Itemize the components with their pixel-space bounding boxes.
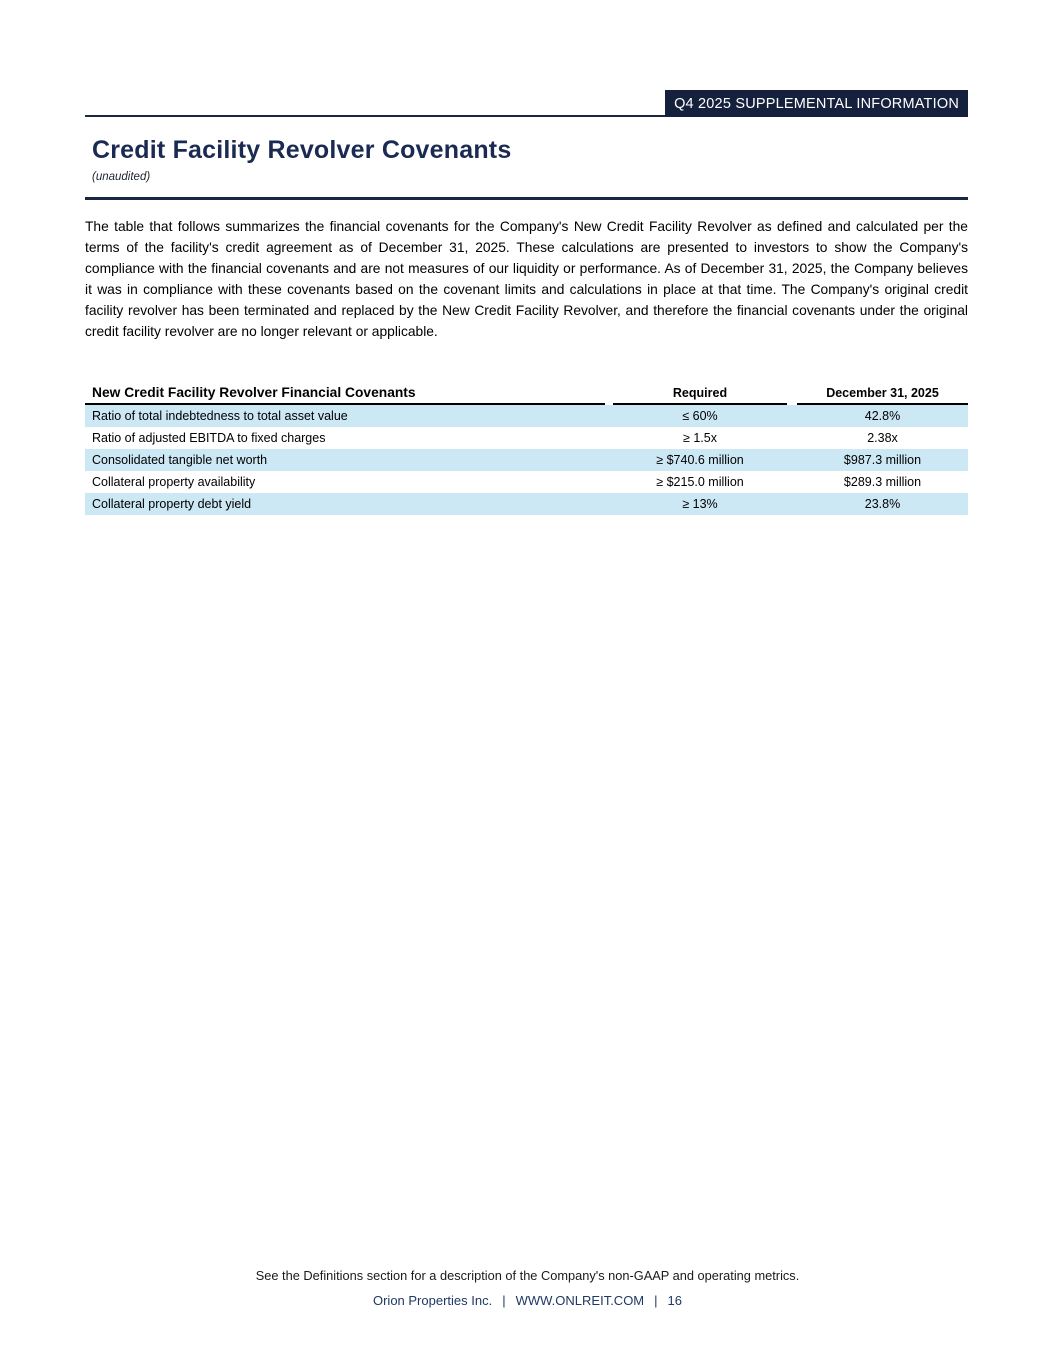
footer-separator: |	[654, 1293, 658, 1308]
covenant-actual: 23.8%	[864, 497, 901, 511]
covenant-required: ≥ $740.6 million	[656, 453, 744, 467]
covenant-label: Collateral property debt yield	[92, 497, 252, 511]
covenant-required: ≥ $215.0 million	[656, 475, 744, 489]
covenant-label: Ratio of adjusted EBITDA to fixed charges	[92, 431, 326, 445]
footer-separator: |	[502, 1293, 506, 1308]
unaudited-note: (unaudited)	[92, 171, 151, 183]
covenant-label: Consolidated tangible net worth	[92, 453, 268, 467]
company-name: Orion Properties Inc.	[372, 1293, 493, 1308]
table-row	[85, 449, 968, 471]
column-header-covenant: New Credit Facility Revolver Financial Covenants	[85, 385, 605, 405]
column-header-asof: December 31, 2025	[797, 386, 968, 405]
table-row	[85, 493, 968, 515]
covenant-required: ≤ 60%	[682, 409, 718, 423]
column-header-required: Required	[613, 386, 787, 405]
definitions-note: See the Definitions section for a description of the Company's non-GAAP and operating metrics.	[255, 1268, 800, 1283]
covenant-actual: $289.3 million	[843, 475, 922, 489]
footer-line	[0, 1293, 1055, 1308]
title-rule	[85, 197, 968, 200]
covenant-actual: 42.8%	[864, 409, 901, 423]
website-url: WWW.ONLREIT.COM	[515, 1293, 645, 1308]
covenant-actual: $987.3 million	[843, 453, 922, 467]
covenant-actual: 2.38x	[867, 431, 898, 445]
covenants-table	[85, 383, 968, 515]
covenant-required: ≥ 13%	[682, 497, 718, 511]
table-row	[85, 471, 968, 493]
report-badge-label: Q4 2025 SUPPLEMENTAL INFORMATION	[674, 95, 959, 112]
intro-paragraph: The table that follows summarizes the financial covenants for the Company's New Credit Facility Revolver as defined and calculated per the terms of the facility's credit agreement as of December 31, 2025. These calculations are presented to investors to show the Company's compliance with the financial covenants and are not measures of our liquidity or performance. As of December 31, 2025, the Company believes it was in compliance with these covenants based on the covenant limits and calculations in place at that time. The Company's original credit facility revolver has been terminated and replaced by the New Credit Facility Revolver, and therefore the financial covenants under the original credit facility revolver are no longer relevant or applicable.	[85, 219, 968, 339]
page-title: Credit Facility Revolver Covenants	[92, 136, 512, 164]
covenant-required: ≥ 1.5x	[683, 431, 717, 445]
table-row	[85, 405, 968, 427]
table-row	[85, 427, 968, 449]
report-badge	[665, 90, 968, 117]
covenant-label: Ratio of total indebtedness to total asset value	[92, 409, 348, 423]
table-header-row	[85, 383, 968, 405]
page-number: 16	[667, 1293, 682, 1308]
covenant-label: Collateral property availability	[92, 475, 256, 489]
